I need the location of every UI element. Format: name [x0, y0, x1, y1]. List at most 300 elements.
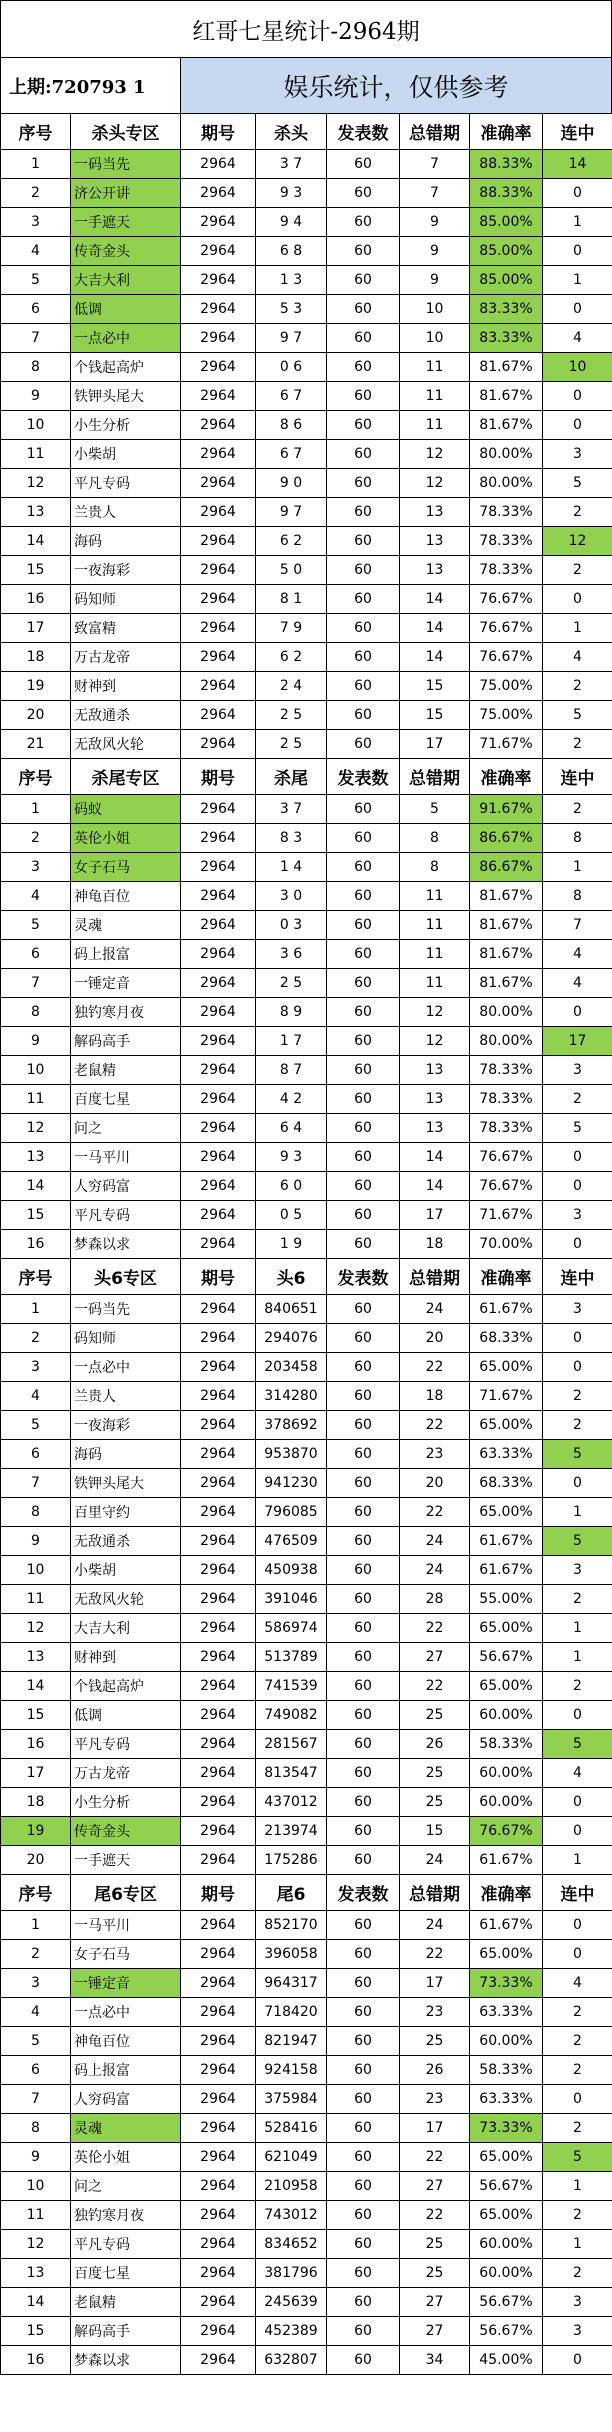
hit-streak-cell: 3 [543, 2288, 612, 2317]
predictor-name-cell: 平凡专码 [71, 2230, 181, 2259]
issue-number-cell: 2964 [181, 237, 256, 266]
prediction-value-cell: 314280 [256, 1382, 327, 1411]
total-misses-cell: 13 [400, 1085, 470, 1114]
prediction-value-cell: 6 7 [256, 382, 327, 411]
predictor-name-cell: 个钱起高炉 [71, 353, 181, 382]
total-misses-cell: 11 [400, 382, 470, 411]
hit-streak-cell: 0 [543, 295, 612, 324]
total-misses-cell: 11 [400, 882, 470, 911]
predictor-name-cell: 老鼠精 [71, 1056, 181, 1085]
post-count-cell: 60 [327, 1172, 400, 1201]
table-row [1, 1201, 612, 1230]
post-count-cell: 60 [327, 2317, 400, 2346]
predictor-name-cell: 独钓寒月夜 [71, 2201, 181, 2230]
accuracy-rate-cell: 73.33% [470, 1969, 543, 1998]
accuracy-rate-cell: 81.67% [470, 411, 543, 440]
predictor-name-cell: 平凡专码 [71, 469, 181, 498]
hit-streak-cell: 14 [543, 150, 612, 179]
table-row [1, 1230, 612, 1259]
table-row [1, 1295, 612, 1324]
issue-number-cell: 2964 [181, 556, 256, 585]
issue-number-cell: 2964 [181, 672, 256, 701]
predictor-name-cell: 无敌风火轮 [71, 730, 181, 759]
post-count-cell: 60 [327, 1701, 400, 1730]
accuracy-rate-cell: 60.00% [470, 1759, 543, 1788]
prediction-value-cell: 834652 [256, 2230, 327, 2259]
post-count-cell: 60 [327, 2259, 400, 2288]
post-count-cell: 60 [327, 556, 400, 585]
stats-table-body [1, 114, 612, 2375]
prediction-value-cell: 3 6 [256, 940, 327, 969]
issue-number-cell: 2964 [181, 2143, 256, 2172]
column-header-total-misses: 总错期 [400, 1875, 470, 1911]
accuracy-rate-cell: 88.33% [470, 150, 543, 179]
post-count-cell: 60 [327, 266, 400, 295]
predictor-name-cell: 码上报富 [71, 940, 181, 969]
total-misses-cell: 7 [400, 150, 470, 179]
row-number-cell: 9 [1, 1527, 71, 1556]
hit-streak-cell: 0 [543, 1911, 612, 1940]
row-number-cell: 15 [1, 2317, 71, 2346]
row-number-cell: 5 [1, 911, 71, 940]
predictor-name-cell: 兰贵人 [71, 498, 181, 527]
total-misses-cell: 22 [400, 1411, 470, 1440]
prediction-value-cell: 586974 [256, 1614, 327, 1643]
column-header-row-number: 序号 [1, 1875, 71, 1911]
issue-number-cell: 2964 [181, 882, 256, 911]
total-misses-cell: 22 [400, 1614, 470, 1643]
post-count-cell: 60 [327, 2027, 400, 2056]
total-misses-cell: 24 [400, 1527, 470, 1556]
total-misses-cell: 27 [400, 2288, 470, 2317]
predictor-name-cell: 码知师 [71, 585, 181, 614]
predictor-name-cell: 一马平川 [71, 1143, 181, 1172]
total-misses-cell: 10 [400, 324, 470, 353]
issue-number-cell: 2964 [181, 1788, 256, 1817]
accuracy-rate-cell: 65.00% [470, 1498, 543, 1527]
column-header-total-misses: 总错期 [400, 759, 470, 795]
total-misses-cell: 15 [400, 701, 470, 730]
issue-number-cell: 2964 [181, 2172, 256, 2201]
column-header-prediction-value: 杀头 [256, 114, 327, 150]
prediction-value-cell: 1 4 [256, 853, 327, 882]
hit-streak-cell: 4 [543, 969, 612, 998]
prediction-value-cell: 964317 [256, 1969, 327, 1998]
accuracy-rate-cell: 70.00% [470, 1230, 543, 1259]
predictor-name-cell: 梦森以求 [71, 1230, 181, 1259]
prediction-value-cell: 0 5 [256, 1201, 327, 1230]
issue-number-cell: 2964 [181, 940, 256, 969]
row-number-cell: 11 [1, 440, 71, 469]
accuracy-rate-cell: 63.33% [470, 1440, 543, 1469]
total-misses-cell: 27 [400, 2317, 470, 2346]
hit-streak-cell: 0 [543, 1324, 612, 1353]
issue-number-cell: 2964 [181, 585, 256, 614]
post-count-cell: 60 [327, 324, 400, 353]
hit-streak-cell: 0 [543, 585, 612, 614]
total-misses-cell: 13 [400, 1056, 470, 1085]
post-count-cell: 60 [327, 2230, 400, 2259]
predictor-name-cell: 独钓寒月夜 [71, 998, 181, 1027]
row-number-cell: 11 [1, 2201, 71, 2230]
predictor-name-cell: 兰贵人 [71, 1382, 181, 1411]
issue-number-cell: 2964 [181, 411, 256, 440]
issue-number-cell: 2964 [181, 179, 256, 208]
issue-number-cell: 2964 [181, 1643, 256, 1672]
total-misses-cell: 17 [400, 730, 470, 759]
predictor-name-cell: 问之 [71, 1114, 181, 1143]
issue-number-cell: 2964 [181, 1382, 256, 1411]
accuracy-rate-cell: 81.67% [470, 382, 543, 411]
table-row [1, 614, 612, 643]
column-header-post-count: 发表数 [327, 1875, 400, 1911]
prediction-value-cell: 281567 [256, 1730, 327, 1759]
prediction-value-cell: 821947 [256, 2027, 327, 2056]
total-misses-cell: 22 [400, 1940, 470, 1969]
table-row [1, 179, 612, 208]
prediction-value-cell: 210958 [256, 2172, 327, 2201]
post-count-cell: 60 [327, 1027, 400, 1056]
total-misses-cell: 23 [400, 1998, 470, 2027]
accuracy-rate-cell: 68.33% [470, 1469, 543, 1498]
predictor-name-cell: 英伦小姐 [71, 824, 181, 853]
hit-streak-cell: 0 [543, 1143, 612, 1172]
total-misses-cell: 12 [400, 469, 470, 498]
hit-streak-cell: 0 [543, 1469, 612, 1498]
total-misses-cell: 14 [400, 614, 470, 643]
column-header-total-misses: 总错期 [400, 1259, 470, 1295]
total-misses-cell: 22 [400, 2201, 470, 2230]
accuracy-rate-cell: 76.67% [470, 643, 543, 672]
column-header-prediction-value: 杀尾 [256, 759, 327, 795]
accuracy-rate-cell: 61.67% [470, 1556, 543, 1585]
hit-streak-cell: 2 [543, 1411, 612, 1440]
predictor-name-cell: 码上报富 [71, 2056, 181, 2085]
prediction-value-cell: 621049 [256, 2143, 327, 2172]
row-number-cell: 13 [1, 1643, 71, 1672]
hit-streak-cell: 1 [543, 2172, 612, 2201]
total-misses-cell: 14 [400, 585, 470, 614]
total-misses-cell: 11 [400, 940, 470, 969]
column-header-hit-streak: 连中 [543, 1875, 612, 1911]
prediction-value-cell: 450938 [256, 1556, 327, 1585]
row-number-cell: 9 [1, 2143, 71, 2172]
hit-streak-cell: 0 [543, 1172, 612, 1201]
table-row [1, 2346, 612, 2375]
column-header-prediction-value: 尾6 [256, 1875, 327, 1911]
table-row [1, 1614, 612, 1643]
column-header-predictor-name: 杀尾专区 [71, 759, 181, 795]
issue-number-cell: 2964 [181, 1498, 256, 1527]
total-misses-cell: 27 [400, 1643, 470, 1672]
predictor-name-cell: 一夜海彩 [71, 1411, 181, 1440]
prediction-value-cell: 749082 [256, 1701, 327, 1730]
table-row [1, 237, 612, 266]
predictor-name-cell: 铁钾头尾大 [71, 1469, 181, 1498]
post-count-cell: 60 [327, 824, 400, 853]
section-header-row [1, 1259, 612, 1295]
table-row [1, 1998, 612, 2027]
table-row [1, 911, 612, 940]
predictor-name-cell: 神龟百位 [71, 882, 181, 911]
row-number-cell: 6 [1, 2056, 71, 2085]
post-count-cell: 60 [327, 614, 400, 643]
hit-streak-cell: 0 [543, 2085, 612, 2114]
accuracy-rate-cell: 81.67% [470, 940, 543, 969]
post-count-cell: 60 [327, 179, 400, 208]
total-misses-cell: 12 [400, 1027, 470, 1056]
table-row [1, 1940, 612, 1969]
accuracy-rate-cell: 76.67% [470, 585, 543, 614]
issue-number-cell: 2964 [181, 1440, 256, 1469]
hit-streak-cell: 5 [543, 1114, 612, 1143]
prediction-value-cell: 391046 [256, 1585, 327, 1614]
issue-number-cell: 2964 [181, 527, 256, 556]
total-misses-cell: 22 [400, 1498, 470, 1527]
prediction-value-cell: 9 0 [256, 469, 327, 498]
post-count-cell: 60 [327, 150, 400, 179]
row-number-cell: 12 [1, 1614, 71, 1643]
total-misses-cell: 11 [400, 969, 470, 998]
post-count-cell: 60 [327, 1440, 400, 1469]
table-row [1, 295, 612, 324]
predictor-name-cell: 小柴胡 [71, 1556, 181, 1585]
row-number-cell: 8 [1, 353, 71, 382]
post-count-cell: 60 [327, 1969, 400, 1998]
hit-streak-cell: 0 [543, 237, 612, 266]
table-row [1, 1585, 612, 1614]
predictor-name-cell: 一手遮天 [71, 208, 181, 237]
column-header-issue-number: 期号 [181, 1259, 256, 1295]
post-count-cell: 60 [327, 2143, 400, 2172]
accuracy-rate-cell: 86.67% [470, 824, 543, 853]
accuracy-rate-cell: 56.67% [470, 2288, 543, 2317]
total-misses-cell: 12 [400, 440, 470, 469]
accuracy-rate-cell: 78.33% [470, 1056, 543, 1085]
table-row [1, 498, 612, 527]
post-count-cell: 60 [327, 585, 400, 614]
row-number-cell: 7 [1, 324, 71, 353]
predictor-name-cell: 致富精 [71, 614, 181, 643]
table-row [1, 2085, 612, 2114]
total-misses-cell: 25 [400, 1788, 470, 1817]
accuracy-rate-cell: 60.00% [470, 2230, 543, 2259]
predictor-name-cell: 小柴胡 [71, 440, 181, 469]
issue-number-cell: 2964 [181, 1172, 256, 1201]
total-misses-cell: 24 [400, 1911, 470, 1940]
prediction-value-cell: 294076 [256, 1324, 327, 1353]
post-count-cell: 60 [327, 1382, 400, 1411]
hit-streak-cell: 5 [543, 701, 612, 730]
issue-number-cell: 2964 [181, 1114, 256, 1143]
table-row [1, 556, 612, 585]
table-row [1, 1353, 612, 1382]
table-row [1, 1056, 612, 1085]
issue-number-cell: 2964 [181, 1230, 256, 1259]
column-header-predictor-name: 尾6专区 [71, 1875, 181, 1911]
hit-streak-cell: 0 [543, 411, 612, 440]
row-number-cell: 5 [1, 2027, 71, 2056]
hit-streak-cell: 8 [543, 824, 612, 853]
row-number-cell: 15 [1, 1201, 71, 1230]
accuracy-rate-cell: 78.33% [470, 498, 543, 527]
prediction-value-cell: 203458 [256, 1353, 327, 1382]
table-row [1, 1969, 612, 1998]
prediction-value-cell: 3 0 [256, 882, 327, 911]
predictor-name-cell: 财神到 [71, 1643, 181, 1672]
hit-streak-cell: 10 [543, 353, 612, 382]
post-count-cell: 60 [327, 1672, 400, 1701]
row-number-cell: 10 [1, 2172, 71, 2201]
issue-number-cell: 2964 [181, 998, 256, 1027]
predictor-name-cell: 神龟百位 [71, 2027, 181, 2056]
total-misses-cell: 26 [400, 1730, 470, 1759]
prediction-value-cell: 7 9 [256, 614, 327, 643]
post-count-cell: 60 [327, 1498, 400, 1527]
row-number-cell: 16 [1, 1230, 71, 1259]
post-count-cell: 60 [327, 853, 400, 882]
row-number-cell: 10 [1, 1056, 71, 1085]
predictor-name-cell: 一点必中 [71, 1998, 181, 2027]
total-misses-cell: 12 [400, 998, 470, 1027]
hit-streak-cell: 2 [543, 1998, 612, 2027]
row-number-cell: 7 [1, 2085, 71, 2114]
issue-number-cell: 2964 [181, 150, 256, 179]
post-count-cell: 60 [327, 1469, 400, 1498]
issue-number-cell: 2964 [181, 1201, 256, 1230]
row-number-cell: 8 [1, 1498, 71, 1527]
prediction-value-cell: 813547 [256, 1759, 327, 1788]
issue-number-cell: 2964 [181, 440, 256, 469]
table-row [1, 1527, 612, 1556]
predictor-name-cell: 低调 [71, 1701, 181, 1730]
predictor-name-cell: 灵魂 [71, 2114, 181, 2143]
hit-streak-cell: 1 [543, 614, 612, 643]
row-number-cell: 2 [1, 1324, 71, 1353]
hit-streak-cell: 2 [543, 1672, 612, 1701]
total-misses-cell: 24 [400, 1846, 470, 1875]
issue-number-cell: 2964 [181, 1143, 256, 1172]
prediction-value-cell: 953870 [256, 1440, 327, 1469]
hit-streak-cell: 0 [543, 1230, 612, 1259]
prediction-value-cell: 3 7 [256, 795, 327, 824]
post-count-cell: 60 [327, 701, 400, 730]
accuracy-rate-cell: 81.67% [470, 882, 543, 911]
issue-number-cell: 2964 [181, 1353, 256, 1382]
accuracy-rate-cell: 78.33% [470, 1085, 543, 1114]
issue-number-cell: 2964 [181, 353, 256, 382]
prediction-value-cell: 4 2 [256, 1085, 327, 1114]
prediction-value-cell: 6 7 [256, 440, 327, 469]
row-number-cell: 3 [1, 1969, 71, 1998]
column-header-row-number: 序号 [1, 114, 71, 150]
accuracy-rate-cell: 76.67% [470, 1817, 543, 1846]
table-row [1, 469, 612, 498]
post-count-cell: 60 [327, 1643, 400, 1672]
accuracy-rate-cell: 81.67% [470, 969, 543, 998]
hit-streak-cell: 0 [543, 1788, 612, 1817]
table-row [1, 969, 612, 998]
post-count-cell: 60 [327, 1114, 400, 1143]
post-count-cell: 60 [327, 998, 400, 1027]
issue-number-cell: 2964 [181, 1469, 256, 1498]
hit-streak-cell: 2 [543, 2259, 612, 2288]
hit-streak-cell: 7 [543, 911, 612, 940]
predictor-name-cell: 传奇金头 [71, 237, 181, 266]
prediction-value-cell: 8 1 [256, 585, 327, 614]
accuracy-rate-cell: 78.33% [470, 1114, 543, 1143]
row-number-cell: 1 [1, 150, 71, 179]
total-misses-cell: 13 [400, 527, 470, 556]
column-header-issue-number: 期号 [181, 114, 256, 150]
post-count-cell: 60 [327, 1056, 400, 1085]
table-row [1, 2114, 612, 2143]
predictor-name-cell: 一码当先 [71, 150, 181, 179]
predictor-name-cell: 女子石马 [71, 1940, 181, 1969]
accuracy-rate-cell: 75.00% [470, 672, 543, 701]
prediction-value-cell: 2 4 [256, 672, 327, 701]
total-misses-cell: 25 [400, 2230, 470, 2259]
table-row [1, 527, 612, 556]
row-number-cell: 10 [1, 411, 71, 440]
predictor-name-cell: 平凡专码 [71, 1201, 181, 1230]
row-number-cell: 4 [1, 237, 71, 266]
predictor-name-cell: 大吉大利 [71, 1614, 181, 1643]
total-misses-cell: 14 [400, 1143, 470, 1172]
table-row [1, 411, 612, 440]
prediction-value-cell: 6 2 [256, 527, 327, 556]
row-number-cell: 13 [1, 1143, 71, 1172]
row-number-cell: 13 [1, 498, 71, 527]
total-misses-cell: 10 [400, 295, 470, 324]
issue-number-cell: 2964 [181, 1672, 256, 1701]
post-count-cell: 60 [327, 1230, 400, 1259]
accuracy-rate-cell: 85.00% [470, 266, 543, 295]
hit-streak-cell: 1 [543, 1498, 612, 1527]
hit-streak-cell: 2 [543, 1382, 612, 1411]
table-row [1, 2230, 612, 2259]
prediction-value-cell: 528416 [256, 2114, 327, 2143]
table-row [1, 1469, 612, 1498]
issue-number-cell: 2964 [181, 1056, 256, 1085]
hit-streak-cell: 17 [543, 1027, 612, 1056]
row-number-cell: 6 [1, 1440, 71, 1469]
table-row [1, 2259, 612, 2288]
total-misses-cell: 18 [400, 1382, 470, 1411]
issue-number-cell: 2964 [181, 795, 256, 824]
issue-number-cell: 2964 [181, 614, 256, 643]
row-number-cell: 2 [1, 179, 71, 208]
row-number-cell: 17 [1, 1759, 71, 1788]
accuracy-rate-cell: 85.00% [470, 208, 543, 237]
hit-streak-cell: 0 [543, 1817, 612, 1846]
accuracy-rate-cell: 65.00% [470, 2143, 543, 2172]
row-number-cell: 12 [1, 469, 71, 498]
post-count-cell: 60 [327, 2085, 400, 2114]
column-header-issue-number: 期号 [181, 759, 256, 795]
prediction-value-cell: 1 7 [256, 1027, 327, 1056]
hit-streak-cell: 5 [543, 1730, 612, 1759]
prediction-value-cell: 5 3 [256, 295, 327, 324]
table-row [1, 643, 612, 672]
accuracy-rate-cell: 75.00% [470, 701, 543, 730]
predictor-name-cell: 一夜海彩 [71, 556, 181, 585]
row-number-cell: 8 [1, 2114, 71, 2143]
table-row [1, 1911, 612, 1940]
accuracy-rate-cell: 61.67% [470, 1846, 543, 1875]
accuracy-rate-cell: 61.67% [470, 1295, 543, 1324]
row-number-cell: 13 [1, 2259, 71, 2288]
